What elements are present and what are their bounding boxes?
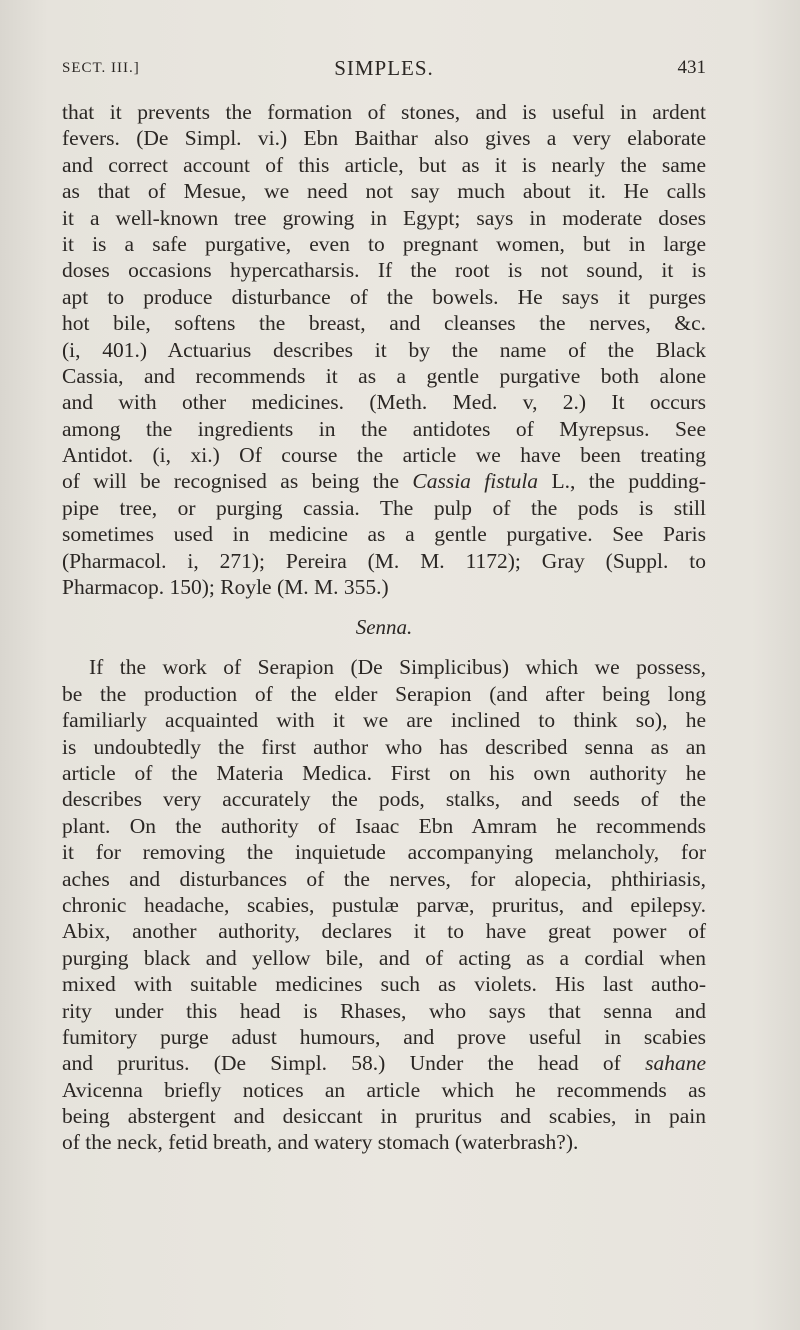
page-number: 431 [677, 57, 706, 78]
text-segment: L., the pudding- [538, 469, 706, 494]
section-subheading: Senna. [355, 615, 413, 640]
text-line: doses occasions hypercatharsis. If the root is not sound, it is [62, 258, 706, 283]
text-line: aches and disturbances of the nerves, for alopecia, phthiriasis, [62, 866, 706, 891]
text-line: apt to produce disturbance of the bowels. He says it purges [62, 284, 706, 309]
text-line: familiarly acquainted with it we are inclined to think so), he [62, 708, 706, 733]
text-line: sometimes used in medicine as a gentle purgative. See Paris [62, 522, 706, 547]
text-line: be the production of the elder Serapion (and after being long [62, 681, 706, 706]
text-line: that it prevents the formation of stones, and is useful in ardent [62, 100, 706, 124]
text-line: Cassia, and recommends it as a gentle purgative both alone [62, 363, 706, 388]
text-line: article of the Materia Medica. First on his own authority he [62, 760, 706, 785]
text-line [62, 1050, 706, 1076]
text-line: it a well-known tree growing in Egypt; says in moderate doses [62, 205, 706, 230]
text-line: (Pharmacol. i, 271); Pereira (M. M. 1172); Gray (Suppl. to [62, 548, 706, 573]
text-line: Antidot. (i, xi.) Of course the article we have been treating [62, 443, 706, 468]
text-line: purging black and yellow bile, and of acting as a cordial when [62, 945, 706, 970]
text-line: it for removing the inquietude accompanying melancholy, for [62, 840, 706, 865]
text-line: of the neck, fetid breath, and watery stomach (waterbrash?). [62, 1130, 579, 1155]
text-line: fevers. (De Simpl. vi.) Ebn Baithar also gives a very elaborate [62, 126, 706, 151]
text-segment: of will be recognised as being the [62, 469, 413, 494]
text-line: and with other medicines. (Meth. Med. v, 2.) It occurs [62, 390, 706, 415]
text-line: pipe tree, or purging cassia. The pulp of the pods is still [62, 495, 706, 520]
text-line: chronic headache, scabies, pustulæ parvæ, pruritus, and epilepsy. [62, 892, 706, 917]
text-line: describes very accurately the pods, stalks, and seeds of the [62, 787, 706, 812]
species-name: Cassia fistula [412, 469, 539, 494]
text-line: is undoubtedly the first author who has described senna as an [62, 734, 706, 759]
text-line: (i, 401.) Actuarius describes it by the name of the Black [62, 337, 706, 362]
text-segment: and pruritus. (De Simpl. 58.) Under the head of [62, 1051, 646, 1076]
text-line: among the ingredients in the antidotes of Myrepsus. See [62, 416, 706, 441]
text-line: hot bile, softens the breast, and cleanses the nerves, &c. [62, 311, 706, 336]
page-body [62, 99, 706, 1156]
text-line: Abix, another authority, declares it to have great power of [62, 919, 706, 944]
text-line: fumitory purge adust humours, and prove useful in scabies [62, 1024, 706, 1049]
text-line: and correct account of this article, but as it is nearly the same [62, 152, 706, 177]
text-line: mixed with suitable medicines such as violets. His last autho- [62, 972, 706, 997]
text-line: Avicenna briefly notices an article which he recommends as [62, 1077, 706, 1102]
text-line: being abstergent and desiccant in pruritus and scabies, in pain [62, 1104, 706, 1129]
text-line: Pharmacop. 150); Royle (M. M. 355.) [62, 575, 389, 600]
section-label: SECT. III.] [62, 60, 140, 76]
text-line [62, 468, 706, 494]
text-line: as that of Mesue, we need not say much about it. He calls [62, 179, 706, 204]
page-title: SIMPLES. [334, 56, 434, 80]
text-line: it is a safe purgative, even to pregnant women, but in large [62, 231, 706, 256]
text-line: plant. On the authority of Isaac Ebn Amram he recommends [62, 813, 706, 838]
text-line: rity under this head is Rhases, who says that senna and [62, 998, 706, 1023]
text-line: If the work of Serapion (De Simplicibus) which we possess, [89, 655, 706, 680]
term-italic: sahane [645, 1051, 706, 1076]
running-header [62, 54, 706, 84]
